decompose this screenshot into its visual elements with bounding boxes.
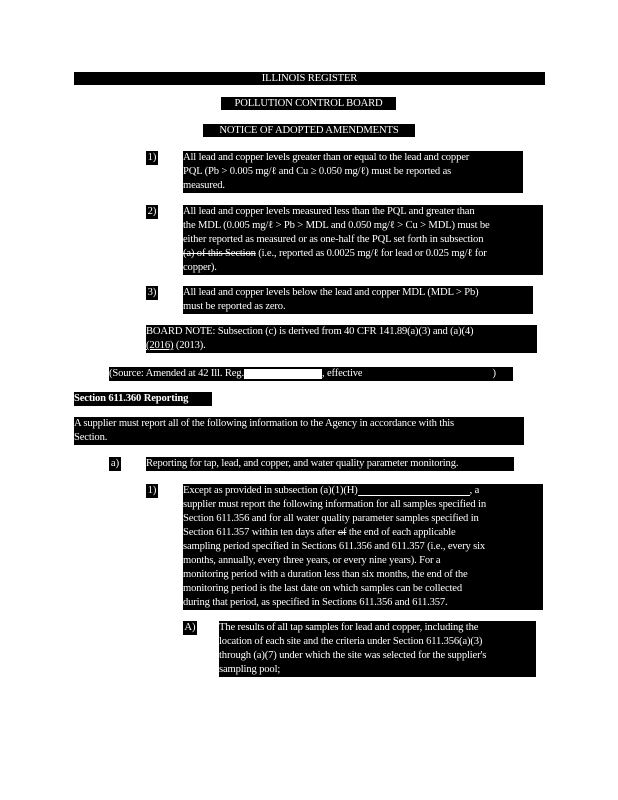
board-title: POLLUTION CONTROL BOARD — [221, 97, 396, 110]
item-3-text: All lead and copper levels below the lead and copper MDL (MDL > Pb) must be reported as zero. — [183, 286, 533, 314]
notice-title: NOTICE OF ADOPTED AMENDMENTS — [203, 124, 415, 137]
subsection-a-label: a) — [110, 458, 120, 469]
register-title: ILLINOIS REGISTER — [261, 73, 358, 84]
underlined-text: (2016) — [146, 340, 174, 351]
redacted-gap — [244, 369, 322, 379]
redacted-gap — [358, 485, 470, 496]
item-3-label: 3) — [147, 287, 157, 298]
section-intro: A supplier must report all of the following information to the Agency in accordance with this Section. — [74, 417, 524, 445]
item-2-text: All lead and copper levels measured less than the PQL and greater than the MDL (0.005 mg/ℓ > Pb > MDL and 0.050 mg/ℓ > Cu > MDL) must be either reported as measured or as one-half the PQL set forth in subsection (a) of this Section (i.e., reported as 0.0025 mg/ℓ for lead or 0.025 mg/ℓ for copper). — [183, 205, 543, 275]
item-1-label: 1) — [147, 152, 157, 163]
register-header — [74, 72, 545, 85]
subsection-a-text: Reporting for tap, lead, and copper, and water quality parameter monitoring. — [146, 457, 514, 471]
item-a1-label: 1) — [147, 485, 157, 496]
section-heading: Section 611.360 Reporting — [74, 392, 212, 406]
redacted-gap — [362, 369, 492, 379]
struck-text: (a) of this Section — [183, 248, 256, 259]
item-A-label: A) — [184, 622, 196, 633]
item-1-text: All lead and copper levels greater than or equal to the lead and copper PQL (Pb > 0.005 mg/ℓ and Cu ≥ 0.050 mg/ℓ) must be reported as measured. — [183, 151, 523, 193]
item-a1-text: Except as provided in subsection (a)(1)(H) , a supplier must report the following information for all samples specified in Section 611.356 and for all water quality parameter samples specified in Section 611.357 within ten days after of the end of each applicable sampling period specified in Sections 611.356 and 611.357 (i.e., every six months, annually, every three years, or every nine years). For a monitoring period with a duration less than six months, the end of the monitoring period is the last date on which samples can be collected during that period, as specified in Sections 611.356 and 611.357. — [183, 484, 543, 610]
source-line: (Source: Amended at 42 Ill. Reg. , effective ) — [109, 367, 513, 381]
item-A-text: The results of all tap samples for lead and copper, including the location of each site and the criteria under Section 611.356(a)(3) through (a)(7) under which the site was selected for the supplier's sampling pool; — [219, 621, 536, 677]
struck-text: of — [337, 527, 347, 538]
item-2-label: 2) — [147, 206, 157, 217]
board-note: BOARD NOTE: Subsection (c) is derived from 40 CFR 141.89(a)(3) and (a)(4) (2016) (2013). — [146, 325, 537, 353]
